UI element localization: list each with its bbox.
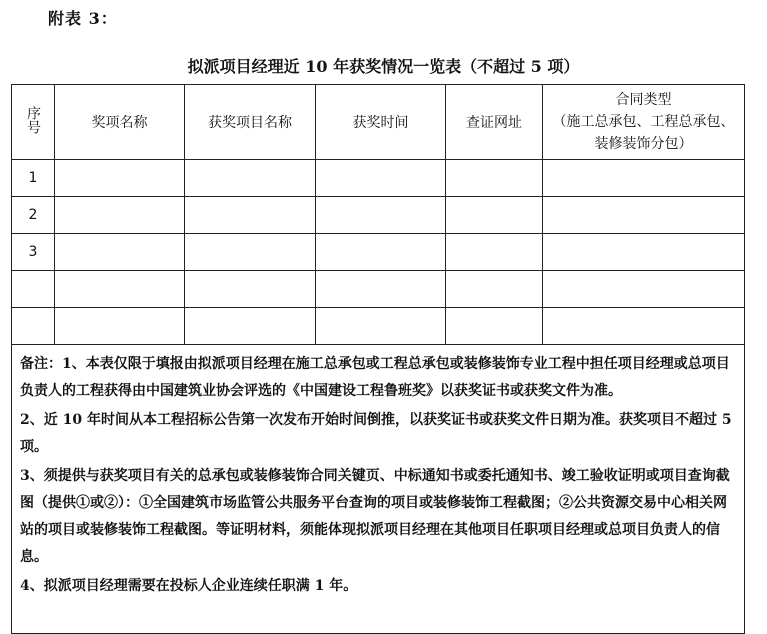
header-verify-url: 查证网址 xyxy=(446,85,543,160)
cell-verify-url[interactable] xyxy=(446,160,543,197)
cell-project-name[interactable] xyxy=(185,234,316,271)
contract-type-detail: （施工总承包、工程总承包、装修装饰分包） xyxy=(552,114,735,152)
cell-award-name[interactable] xyxy=(55,197,185,234)
header-serial: 序号 xyxy=(12,85,55,160)
cell-award-time[interactable] xyxy=(316,308,446,345)
row-serial: 1 xyxy=(12,160,55,197)
note-2: 2、近 10 年时间从本工程招标公告第一次发布开始时间倒推，以获奖证书或获奖文件日期为准。获奖项目不超过 5 项。 xyxy=(20,412,732,455)
cell-verify-url[interactable] xyxy=(446,271,543,308)
cell-contract-type[interactable] xyxy=(543,160,745,197)
notes-row xyxy=(12,345,745,634)
table-row xyxy=(12,308,745,345)
cell-project-name[interactable] xyxy=(185,308,316,345)
cell-contract-type[interactable] xyxy=(543,308,745,345)
row-serial: 2 xyxy=(12,197,55,234)
cell-verify-url[interactable] xyxy=(446,197,543,234)
cell-project-name[interactable] xyxy=(185,271,316,308)
award-table xyxy=(11,84,745,634)
cell-contract-type[interactable] xyxy=(543,271,745,308)
cell-award-name[interactable] xyxy=(55,160,185,197)
cell-award-time[interactable] xyxy=(316,271,446,308)
table-row xyxy=(12,234,745,271)
contract-type-label: 合同类型 xyxy=(615,92,672,108)
note-4: 4、拟派项目经理需要在投标人企业连续任职满 1 年。 xyxy=(20,578,358,594)
cell-contract-type[interactable] xyxy=(543,197,745,234)
header-contract-type xyxy=(543,85,745,160)
table-row xyxy=(12,197,745,234)
header-row xyxy=(12,85,745,160)
cell-award-name[interactable] xyxy=(55,271,185,308)
notes-cell xyxy=(12,345,745,634)
table-title: 拟派项目经理近 10 年获奖情况一览表（不超过 5 项） xyxy=(187,57,580,76)
header-award-time: 获奖时间 xyxy=(316,85,446,160)
cell-verify-url[interactable] xyxy=(446,308,543,345)
attachment-label: 附表 3： xyxy=(48,9,118,28)
cell-award-time[interactable] xyxy=(316,234,446,271)
cell-award-time[interactable] xyxy=(316,160,446,197)
cell-award-name[interactable] xyxy=(55,234,185,271)
row-serial xyxy=(12,308,55,345)
cell-project-name[interactable] xyxy=(185,197,316,234)
header-award-name: 奖项名称 xyxy=(55,85,185,160)
header-project-name: 获奖项目名称 xyxy=(185,85,316,160)
table-row xyxy=(12,160,745,197)
cell-award-name[interactable] xyxy=(55,308,185,345)
cell-verify-url[interactable] xyxy=(446,234,543,271)
cell-project-name[interactable] xyxy=(185,160,316,197)
table-row xyxy=(12,271,745,308)
note-3: 3、须提供与获奖项目有关的总承包或装修装饰合同关键页、中标通知书或委托通知书、竣工验收证明或项目查询截图（提供①或②）：①全国建筑市场监管公共服务平台查询的项目或装修装饰工程截图；②公共资源交易中心相关网站的项目或装修装饰工程截图。等证明材料，须能体现拟派项目经理在其他项目任职项目经理或总项目负责人的信息。 xyxy=(20,468,730,565)
row-serial xyxy=(12,271,55,308)
cell-award-time[interactable] xyxy=(316,197,446,234)
cell-contract-type[interactable] xyxy=(543,234,745,271)
note-1: 备注：1、本表仅限于填报由拟派项目经理在施工总承包或工程总承包或装修装饰专业工程中担任项目经理或总项目负责人的工程获得由中国建筑业协会评选的《中国建设工程鲁班奖》以获奖证书或获奖文件为准。 xyxy=(20,356,730,399)
row-serial: 3 xyxy=(12,234,55,271)
